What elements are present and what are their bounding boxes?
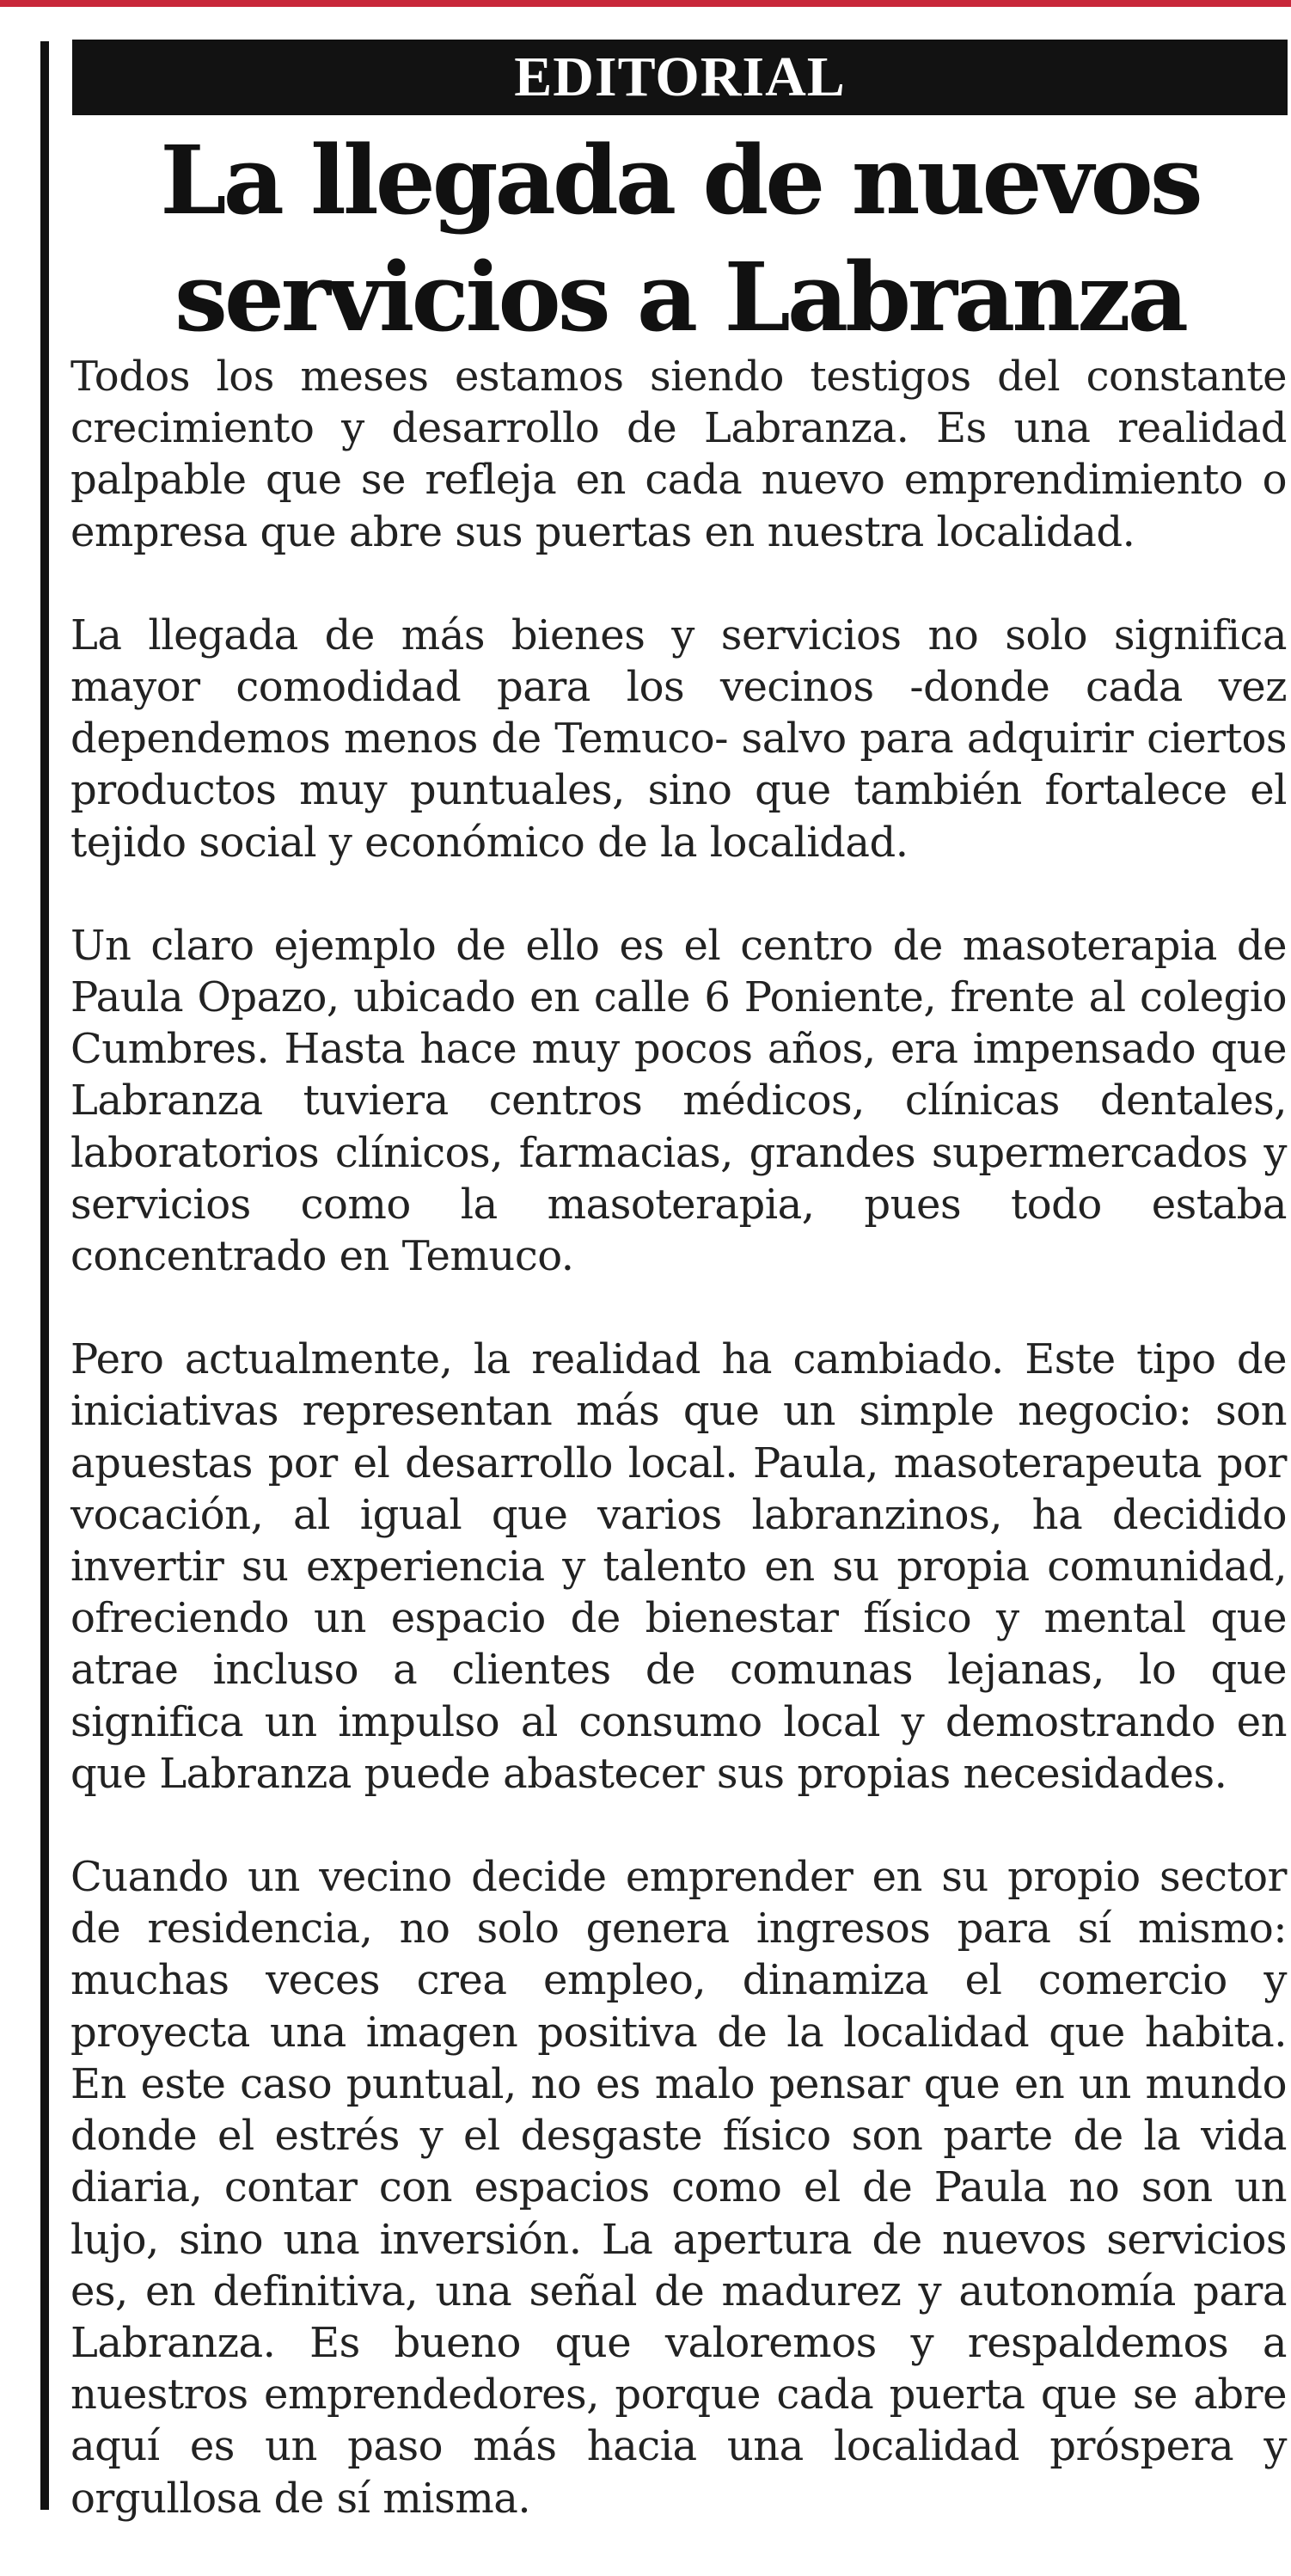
paragraph-5: Cuando un vecino decide emprender en su propio sector de residencia, no solo genera ingresos para sí mismo: muchas veces crea empleo, dinamiza el comercio y proyecta una imagen positiva de la localidad que habita. En este caso puntual, no es malo pensar que en un mundo donde el estrés y el desgaste físico son parte de la vida diaria, contar con espacios como el de Paula no son un lujo, sino una inversión. La apertura de nuevos servicios es, en definitiva, una señal de madurez y autonomía para Labranza. Es bueno que valoremos y respaldemos a nuestros emprendedores, porque cada puerta que se abre aquí es un paso más hacia una localidad próspera y orgullosa de sí misma. bbox=[70, 1853, 1287, 2523]
paragraph-1: Todos los meses estamos siendo testigos del constante crecimiento y desarrollo de Labranza. Es una realidad palpable que se refleja en cada nuevo emprendimiento o empresa que abre sus puertas en nuestra localidad. bbox=[70, 353, 1287, 556]
column-left-rule bbox=[40, 41, 49, 2510]
paragraph-3: Un claro ejemplo de ello es el centro de masoterapia de Paula Opazo, ubicado en calle 6 Poniente, frente al colegio Cumbres. Hasta hace muy pocos años, era impensado que Labranza tuviera centros médicos, clínicas dentales, laboratorios clínicos, farmacias, grandes supermercados y servicios como la masoterapia, pues todo estaba concentrado en Temuco. bbox=[70, 921, 1287, 1281]
section-banner: EDITORIAL bbox=[72, 40, 1288, 115]
editorial-headline: La llegada de nuevos servicios a Labranza bbox=[160, 125, 1200, 353]
editorial-body bbox=[70, 351, 1287, 2576]
top-accent-rule bbox=[0, 0, 1291, 7]
paragraph-2: La llegada de más bienes y servicios no solo significa mayor comodidad para los vecinos -donde cada vez dependemos menos de Temuco- salvo para adquirir ciertos productos muy puntuales, sino que también fortalece el tejido social y económico de la localidad. bbox=[70, 610, 1287, 867]
paragraph-4: Pero actualmente, la realidad ha cambiado. Este tipo de iniciativas representan más que un simple negocio: son apuestas por el desarrollo local. Paula, masoterapeuta por vocación, al igual que varios labranzinos, ha decidido invertir su experiencia y talento en su propia comunidad, ofreciendo un espacio de bienestar físico y mental que atrae incluso a clientes de comunas lejanas, lo que significa un impulso al consumo local y demostrando en que Labranza puede abastecer sus propias necesidades. bbox=[70, 1335, 1287, 1798]
